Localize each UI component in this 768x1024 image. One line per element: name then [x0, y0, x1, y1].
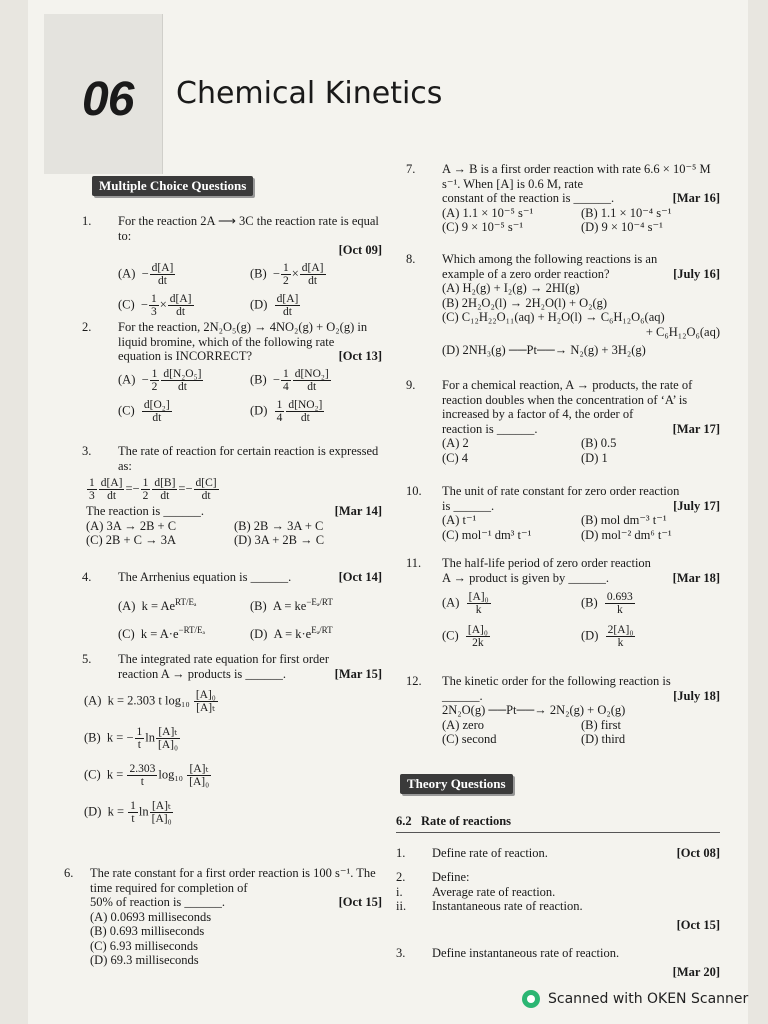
chapter-title: Chemical Kinetics — [176, 76, 443, 111]
question-6: 6. The rate constant for a first order reaction is 100 s⁻¹. The time required for completion of 50% of reaction is ______. [Oct 15] (A) 0.0693 milliseconds (B) 0.693 milliseconds (C) 6.93 milliseconds (D) 69.3 milliseconds — [64, 866, 382, 967]
question-4: 4. The Arrhenius equation is ______. [Oct 14] (A) $k = Ae^{RT/E_a}$ (B) $A = ke^{-E_a/RT}$ (C) $k = A\cdot e^{-RT/E_a}$ (D) $A = k\cdot e^{E_a/RT}$ — [82, 570, 382, 641]
scanner-text: Scanned with OKEN Scanner — [548, 991, 749, 1007]
theory-q3: 3. Define instantaneous rate of reaction. [Mar 20] — [396, 946, 720, 979]
question-10: 10. The unit of rate constant for zero order reaction is ______. [July 17] (A) t⁻¹ (B) mol dm⁻³ t⁻¹ (C) mol⁻¹ dm³ t⁻¹ (D) mol⁻² dm⁶ t⁻¹ — [406, 484, 720, 542]
theory-section — [396, 814, 720, 984]
question-3: 3. The rate of reaction for certain reaction is expressed as: $\frac{1}{3}$ $\frac{d[A]}{dt}$ =− $\frac{1}{2}$ $\frac{d[B]}{dt}$ =− $\frac{d[C]}{dt}$ The reaction is ______. [Mar 14] (A) 3A → 2B + C (B) 2B → 3A + C (C) 2B + C → 3A (D) 3A + 2B → C — [82, 444, 382, 547]
question-11: 11. The half-life period of zero order reaction A → product is given by ______. [Mar 18] (A) $\frac{\text{[A]₀}}{k}$ (B) $\frac{0.693}{k}$ (C) $\frac{\text{[A]₀}}{2k}$ (D) $\frac{\text{2[A]₀}}{k}$ — [406, 556, 720, 649]
question-5: 5. The integrated rate equation for first order reaction A → products is ______. [Mar 15] (A) k = 2.303 t log₁₀ $\frac{\text{[A]₀}}{\text{[A]ₜ}}$ (B) k = − $\frac{1}{t}$ ln $\frac{\text{[A]ₜ}}{\text{[A]₀}}$ (C) k = $\frac{2.303}{t}$ log₁₀ $\frac{\text{[A]ₜ}}{\text{[A]₀}}$ (D) k = $\frac{1}{t}$ ln $\frac{\text{[A]ₜ}}{\text{[A]₀}}$ — [82, 652, 382, 825]
chapter-number: 06 — [82, 73, 134, 126]
question-7: 7. A → B is a first order reaction with rate 6.6 × 10⁻⁵ M s⁻¹. When [A] is 0.6 M, rate constant of the reaction is ______. [Mar 16] (A) 1.1 × 10⁻⁵ s⁻¹ (B) 1.1 × 10⁻⁴ s⁻¹ (C) 9 × 10⁻⁵ s⁻¹ (D) 9 × 10⁻⁴ s⁻¹ — [406, 162, 720, 234]
theory-q2: 2. Define: i. Average rate of reaction. ii. Instantaneous rate of reaction. [Oct 15] — [396, 870, 720, 932]
section-number: 6.2 — [396, 814, 412, 828]
scanner-watermark — [522, 990, 748, 1008]
theory-q1: 1. Define rate of reaction. [Oct 08] — [396, 846, 720, 860]
mcq-banner: Multiple Choice Questions — [92, 176, 253, 196]
question-2: 2. For the reaction, 2N₂O₅(g) → 4NO₂(g) + O₂(g) in liquid bromine, which of the following rate equation is INCORRECT? [Oct 13] (A) − $\frac{1}{2}$ $\frac{\text{d[N₂O₅]}}{dt}$ (B) − $\frac{1}{4}$ $\frac{\text{d[NO₂]}}{dt}$ (C) $\frac{\text{d[O₂]}}{dt}$ (D) $\frac{1}{4}$ $\frac{\text{d[NO₂]}}{dt}$ — [82, 320, 382, 424]
theory-banner: Theory Questions — [400, 774, 513, 794]
question-12: 12. The kinetic order for the following reaction is ______. [July 18] 2N₂O(g) ──Pt──→ 2N₂(g) + O₂(g) (A) zero (B) first (C) second (D) third — [406, 674, 720, 746]
question-9: 9. For a chemical reaction, A → products, the rate of reaction doubles when the concentration of ‘A’ is increased by a factor of 4, the order of reaction is ______. [Mar 17] (A) 2 (B) 0.5 (C) 4 (D) 1 — [406, 378, 720, 465]
left-column — [64, 214, 382, 984]
scanner-logo-icon — [522, 990, 540, 1008]
section-rule — [396, 832, 720, 833]
section-title: Rate of reactions — [421, 814, 512, 828]
question-1: 1. For the reaction 2A ⟶ 3C the reaction rate is equal to: [Oct 09] (A) − $\frac{d[A]}{dt}$ (B) − $\frac{1}{2}$ × $\frac{d[A]}{dt}$ (C) − $\frac{1}{3}$ × $\frac{d[A]}{dt}$ (D) $\frac{d[A]}{dt}$ — [82, 214, 382, 318]
question-8: 8. Which among the following reactions is an example of a zero order reaction? [July 16] (A) H₂(g) + I₂(g) → 2HI(g) (B) 2H₂O₂(l) → 2H₂O(l) + O₂(g) (C) C₁₂H₂₂O₁₁(aq) + H₂O(l) → C₆H₁₂O₆(aq) + C₆H₁₂O₆(aq) (D) 2NH₃(g) ──Pt──→ N₂(g) + 3H₂(g) — [406, 252, 720, 357]
